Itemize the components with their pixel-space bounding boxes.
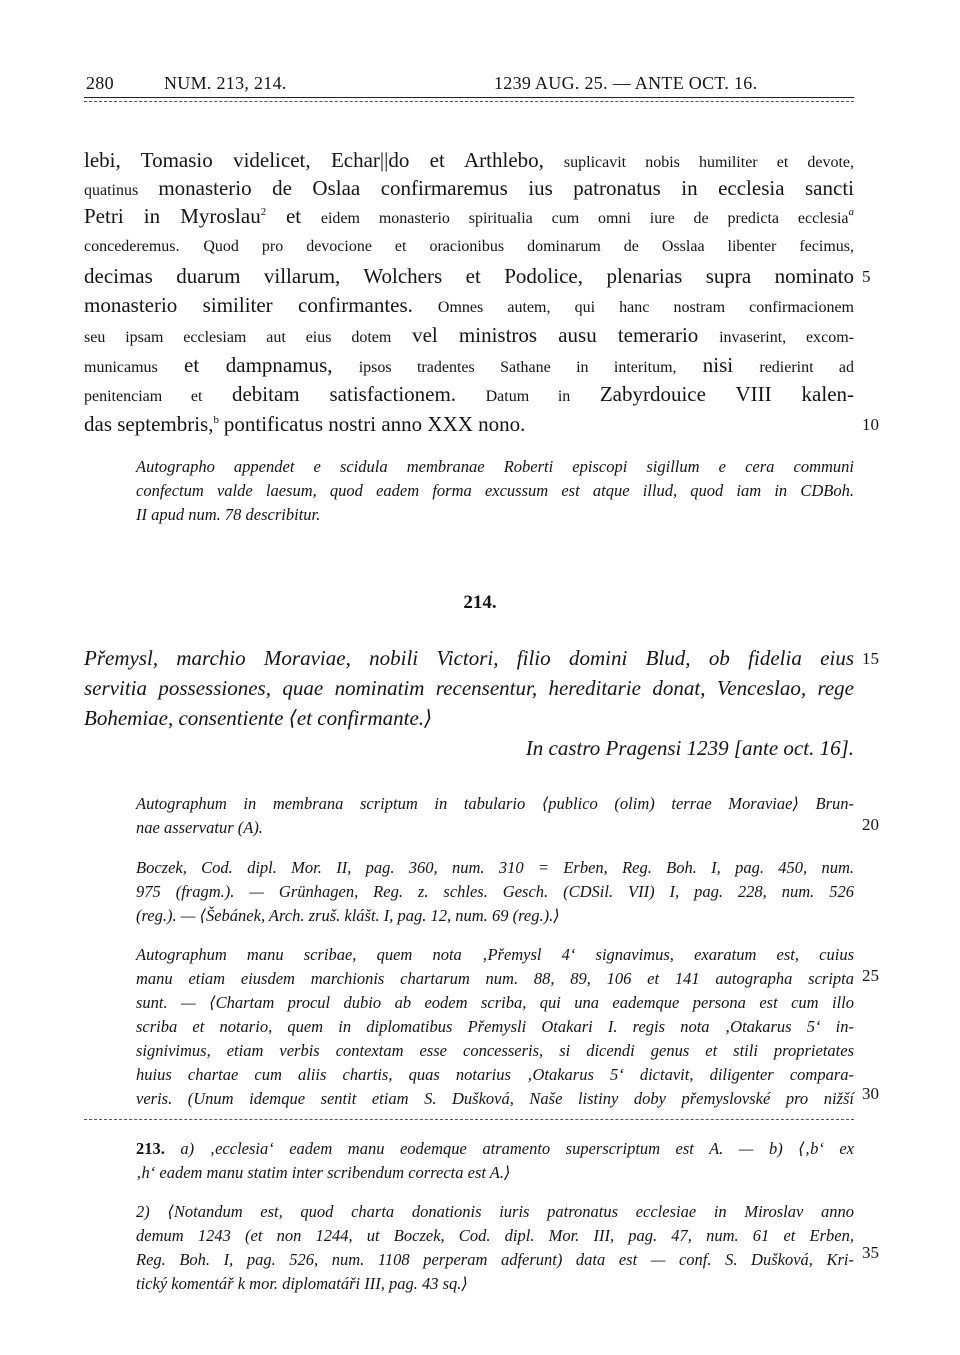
text-line: municamus et dampnamus, ipsos tradentes Sathane in interitum, nisi redierint ad <box>84 353 855 377</box>
place-date: In castro Pragensi 1239 [ante oct. 16]. <box>525 736 854 760</box>
margin-line-number: 10 <box>862 415 879 434</box>
margin-line-number: 15 <box>862 649 879 668</box>
text-line: seu ipsam ecclesiam aut eius dotem vel ministros ausu temerario invaserint, excom- <box>84 323 855 347</box>
text-line: penitenciam et debitam satisfactionem. Datum in Zabyrdouice VIII kalen- <box>84 382 855 406</box>
margin-line-number: 25 <box>862 966 879 985</box>
note-line: sunt. — ⟨Chartam procul dubio ab eodem scriba, qui una eademque persona est cum illo <box>136 993 854 1012</box>
header-date-range: 1239 AUG. 25. — ANTE OCT. 16. <box>494 73 758 93</box>
text-line: das septembris,$^b$ pontificatus nostri anno XXX nono. <box>84 412 526 436</box>
note-line: confectum valde laesum, quod eadem forma excussum est atque illud, quod iam in CDBoh. <box>136 481 854 500</box>
header-doc-numbers: NUM. 213, 214. <box>164 73 287 93</box>
margin-line-number: 35 <box>862 1243 879 1262</box>
note-line: scriba et notario, quem in diplomatibus Přemysli Otakari I. regis nota ‚Otakarus 5‘ in- <box>136 1017 854 1036</box>
footnote-line: 213. a) ‚ecclesia‘ eadem manu eodemque atramento superscriptum est A. — b) ⟨‚b‘ ex <box>136 1139 855 1158</box>
note-line: II apud num. 78 describitur. <box>136 505 321 524</box>
text-line: concederemus. Quod pro devocione et oracionibus dominarum de Osslaa libenter fecimus, <box>84 238 855 255</box>
footnote-line: demum 1243 (et non 1244, ut Boczek, Cod. dipl. Mor. III, pag. 47, num. 61 et Erben, <box>136 1226 854 1245</box>
page-number: 280 <box>86 73 114 93</box>
note-line: Autographo appendet e scidula membranae Roberti episcopi sigillum e cera communi <box>136 457 854 476</box>
header-rule-dashed <box>84 101 854 102</box>
margin-line-number: 30 <box>862 1084 879 1103</box>
text-line: decimas duarum villarum, Wolchers et Podolice, plenarias supra nominato <box>84 264 854 288</box>
note-line: (reg.). — ⟨Šebánek, Arch. zruš. klášt. I, pag. 12, num. 69 (reg.).⟩ <box>136 906 560 925</box>
footnote-line: Reg. Boh. I, pag. 526, num. 1108 perperam adferunt) data est — conf. S. Dušková, Kri- <box>136 1250 854 1269</box>
footnote-line: tický komentář k mor. diplomatáři III, pag. 43 sq.⟩ <box>136 1274 468 1293</box>
regest-line: Přemysl, marchio Moraviae, nobili Victori, filio domini Blud, ob fidelia eius <box>84 646 854 670</box>
text-line: quatinus monasterio de Oslaa confirmaremus ius patronatus in ecclesia sancti <box>84 176 854 200</box>
footnote-separator <box>84 1119 854 1120</box>
note-line: huius chartae cum aliis chartis, quas notarius ‚Otakarus 5‘ dictavit, diligenter compara- <box>136 1065 854 1084</box>
note-line: veris. (Unum idemque sentit etiam S. Dušková, Naše listiny doby přemyslovské pro nižší <box>136 1089 854 1108</box>
text-line: Petri in Myroslau$^2$ et eidem monasterio spiritualia cum omni iure de predicta ecclesia$^a$ <box>84 204 855 228</box>
note-line: Autographum manu scribae, quem nota ‚Přemysl 4‘ signavimus, exaratum est, cuius <box>136 945 854 964</box>
note-line: manu etiam eiusdem marchionis chartarum num. 88, 89, 106 et 141 autographa scripta <box>136 969 854 988</box>
note-line: nae asservatur (A). <box>136 818 263 837</box>
margin-line-number: 5 <box>862 267 871 286</box>
note-line: Boczek, Cod. dipl. Mor. II, pag. 360, num. 310 = Erben, Reg. Boh. I, pag. 450, num. <box>136 858 854 877</box>
header-rule <box>84 97 854 98</box>
note-line: Autographum in membrana scriptum in tabulario ⟨publico (olim) terrae Moraviae⟩ Brun- <box>136 794 854 813</box>
footnote-line: 2) ⟨Notandum est, quod charta donationis iuris patronatus ecclesiae in Miroslav anno <box>136 1202 854 1221</box>
margin-line-number: 20 <box>862 815 879 834</box>
document-number: 214. <box>463 592 497 613</box>
note-line: 975 (fragm.). — Grünhagen, Reg. z. schles. Gesch. (CDSil. VII) I, pag. 228, num. 526 <box>136 882 854 901</box>
regest-line: servitia possessiones, quae nominatim recensentur, hereditarie donat, Venceslao, rege <box>84 676 854 700</box>
regest-line: Bohemiae, consentiente ⟨et confirmante.⟩ <box>84 706 433 730</box>
text-line: monasterio similiter confirmantes. Omnes autem, qui hanc nostram confirmacionem <box>84 293 854 317</box>
text-line: lebi, Tomasio videlicet, Echar||do et Arthlebo, suplicavit nobis humiliter et devote, <box>84 148 854 172</box>
footnote-line: ‚h‘ eadem manu statim inter scribendum correcta est A.⟩ <box>136 1163 511 1182</box>
note-line: signivimus, etiam verbis contextam esse concesseris, si dicendi genus et stili proprietates <box>136 1041 854 1060</box>
